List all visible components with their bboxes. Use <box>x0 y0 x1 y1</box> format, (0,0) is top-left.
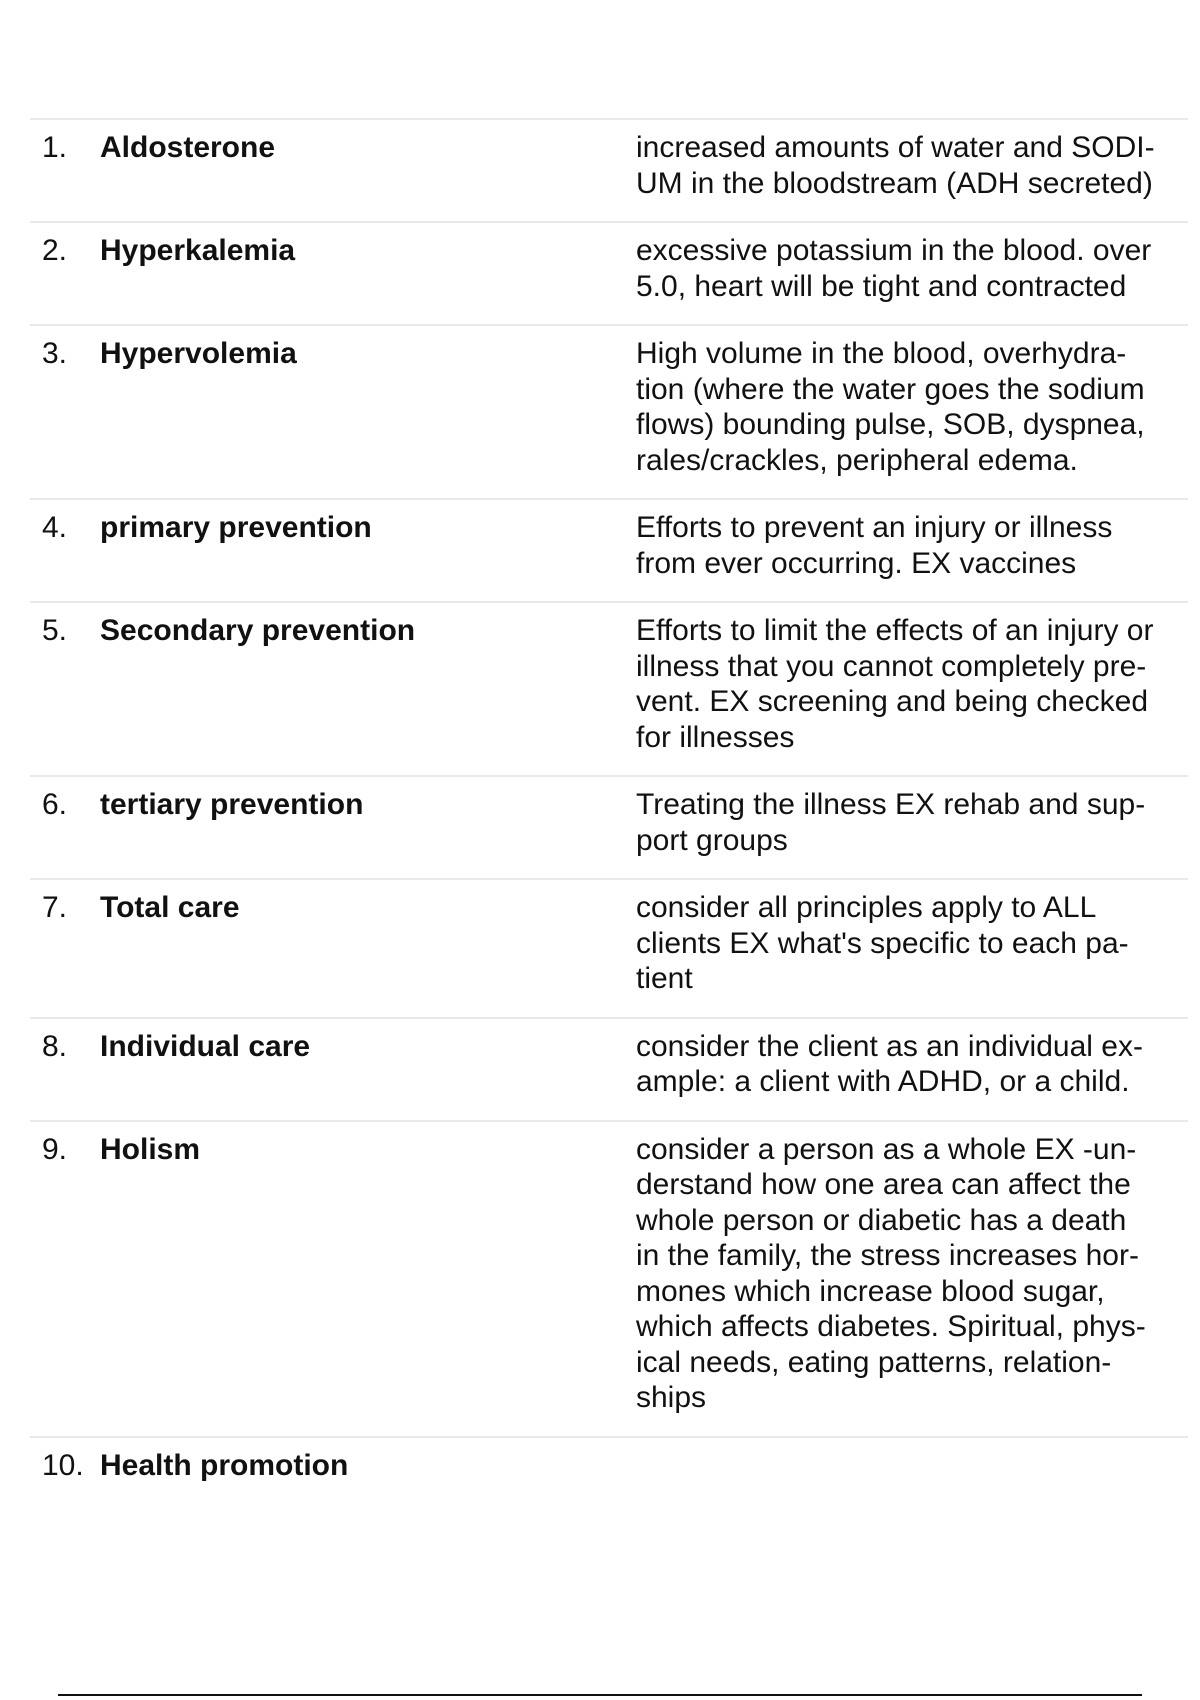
card-number: 1. <box>42 131 68 164</box>
definition-line: tient <box>636 962 693 995</box>
card-row <box>30 1122 1188 1438</box>
card-term: Holism <box>100 1132 201 1166</box>
card-number: 8. <box>42 1029 68 1063</box>
card-number: 4. <box>42 511 68 544</box>
card-term: primary prevention <box>100 511 372 544</box>
card-definition <box>636 613 1184 755</box>
flashcard-list <box>30 118 1188 1503</box>
definition-line: for illnesses <box>636 720 795 754</box>
definition-line: Efforts to limit the effects of an injury or <box>636 614 1154 647</box>
definition-line: consider the client as an individual ex- <box>636 1029 1143 1063</box>
card-definition <box>636 130 1184 201</box>
card-row <box>30 223 1188 326</box>
card-number: 9. <box>42 1132 68 1166</box>
card-definition <box>636 787 1184 858</box>
card-row <box>30 777 1188 880</box>
definition-line: tion (where the water goes the sodium <box>636 372 1145 406</box>
definition-line: Efforts to prevent an injury or illness <box>636 511 1113 544</box>
definition-line: derstand how one area can affect the <box>636 1168 1131 1201</box>
card-term: tertiary prevention <box>100 788 364 821</box>
definition-line: in the family, the stress increases hor- <box>636 1239 1139 1272</box>
card-definition <box>636 336 1184 478</box>
card-term: Hyperkalemia <box>100 234 296 267</box>
card-number: 3. <box>42 337 68 370</box>
definition-line: illness that you cannot completely pre- <box>636 649 1147 683</box>
definition-line: clients EX what's specific to each pa- <box>636 926 1129 960</box>
card-definition <box>636 1448 1184 1483</box>
card-definition <box>636 233 1184 304</box>
definition-line: High volume in the blood, overhydra- <box>636 337 1127 370</box>
definition-line: UM in the bloodstream (ADH secreted) <box>636 166 1153 200</box>
card-term: Health promotion <box>100 1448 349 1482</box>
card-term: Total care <box>100 891 240 924</box>
card-term: Individual care <box>100 1029 311 1063</box>
definition-line: rales/crackles, peripheral edema. <box>636 443 1078 477</box>
definition-line: port groups <box>636 823 788 857</box>
card-number: 10. <box>42 1448 84 1482</box>
definition-line: increased amounts of water and SODI- <box>636 131 1155 164</box>
card-definition <box>636 890 1184 997</box>
definition-line: ical needs, eating patterns, relation- <box>636 1345 1112 1379</box>
definition-line: ample: a client with ADHD, or a child. <box>636 1065 1130 1098</box>
card-row <box>30 603 1188 777</box>
definition-line: excessive potassium in the blood. over <box>636 234 1152 267</box>
card-definition <box>636 1132 1184 1416</box>
card-number: 2. <box>42 234 68 267</box>
card-term: Aldosterone <box>100 131 276 164</box>
card-definition <box>636 1029 1184 1100</box>
definition-line: from ever occurring. EX vaccines <box>636 546 1077 580</box>
card-row <box>30 120 1188 223</box>
definition-line: Treating the illness EX rehab and sup- <box>636 788 1146 821</box>
definition-line: 5.0, heart will be tight and contracted <box>636 269 1127 303</box>
definition-line: mones which increase blood sugar, <box>636 1274 1105 1308</box>
card-term: Hypervolemia <box>100 337 297 370</box>
card-row <box>30 1438 1188 1503</box>
card-row <box>30 880 1188 1019</box>
definition-line: which affects diabetes. Spiritual, phys- <box>636 1310 1146 1343</box>
card-row <box>30 326 1188 500</box>
definition-line: flows) bounding pulse, SOB, dyspnea, <box>636 408 1145 441</box>
card-row <box>30 1019 1188 1122</box>
card-number: 6. <box>42 788 68 821</box>
definition-line: consider a person as a whole EX -un- <box>636 1132 1137 1166</box>
definition-line: consider all principles apply to ALL <box>636 891 1097 924</box>
definition-line: vent. EX screening and being checked <box>636 685 1149 718</box>
card-number: 5. <box>42 614 68 647</box>
card-definition <box>636 510 1184 581</box>
definition-line: ships <box>636 1381 707 1414</box>
card-term: Secondary prevention <box>100 614 416 647</box>
page-bottom-rule <box>58 1694 1142 1696</box>
card-number: 7. <box>42 891 68 924</box>
definition-line: whole person or diabetic has a death <box>636 1203 1127 1237</box>
card-row <box>30 500 1188 603</box>
